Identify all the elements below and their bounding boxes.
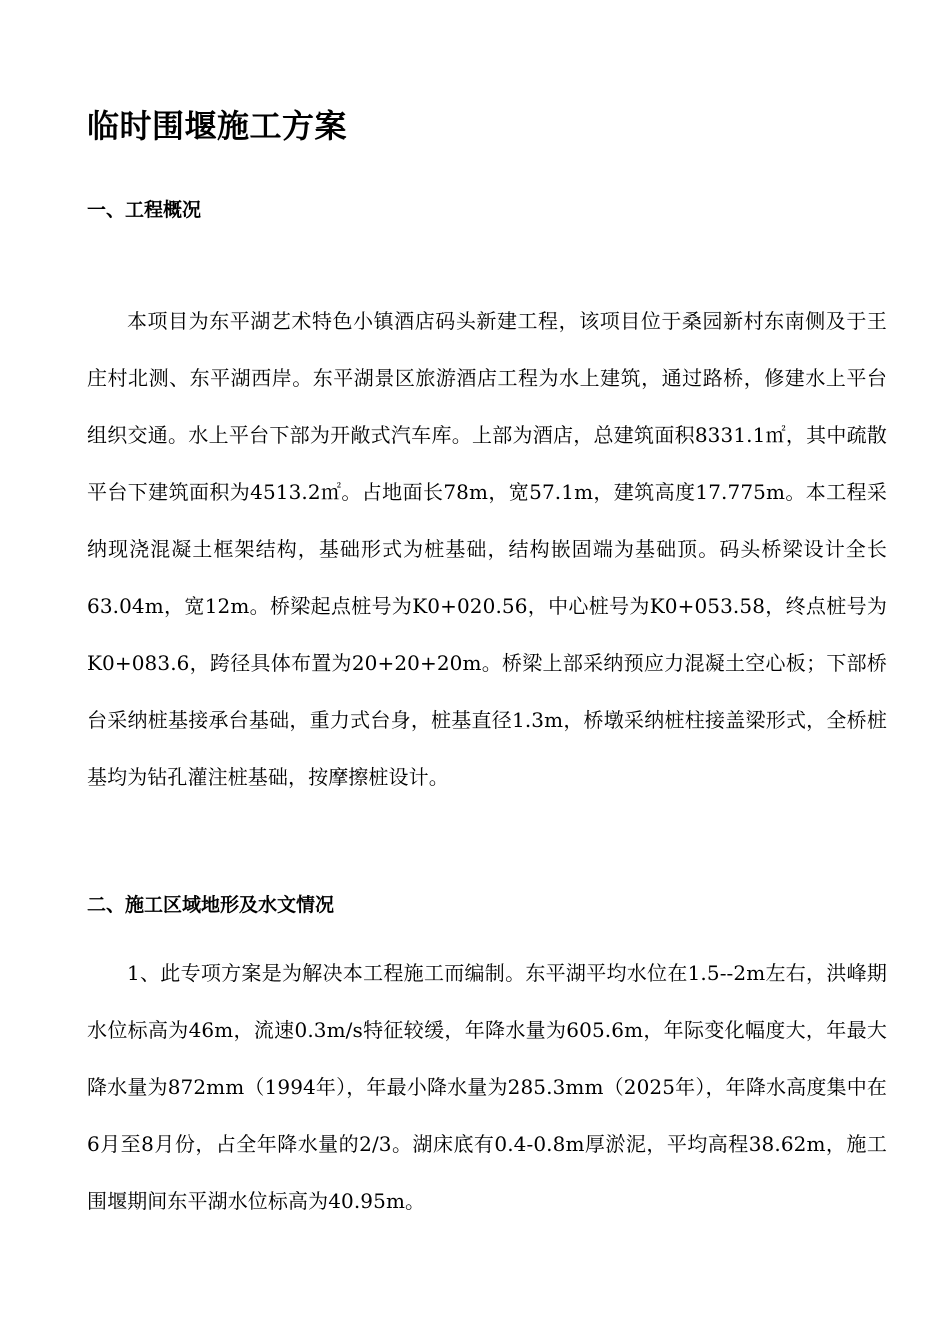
document-title: 临时围堰施工方案: [87, 107, 348, 145]
overview-paragraph: 本项目为东平湖艺术特色小镇酒店码头新建工程，该项目位于桑园新村东南侧及于王庄村北测、东平湖西岸。东平湖景区旅游酒店工程为水上建筑，通过路桥，修建水上平台组织交通。水上平台下部为开敞式汽车库。上部为酒店，总建筑面积8331.1㎡，其中疏散平台下建筑面积为4513.2㎡。占地面长78m，宽57.1m，建筑高度17.775m。本工程采纳现浇混凝土框架结构，基础形式为桩基础，结构嵌固端为基础顶。码头桥梁设计全长63.04m，宽12m。桥梁起点桩号为K0+020.56，中心桩号为K0+053.58，终点桩号为K0+083.6，跨径具体布置为20+20+20m。桥梁上部采纳预应力混凝土空心板；下部桥台采纳桩基接承台基础，重力式台身，桩基直径1.3m，桥墩采纳桩柱接盖梁形式，全桥桩基均为钻孔灌注桩基础，按摩擦桩设计。: [87, 309, 887, 789]
section-heading-overview: 一、工程概况: [87, 199, 202, 221]
section-heading-terrain-hydrology: 二、施工区域地形及水文情况: [87, 894, 335, 916]
terrain-hydrology-paragraph: 1、此专项方案是为解决本工程施工而编制。东平湖平均水位在1.5--2m左右，洪峰期水位标高为46m，流速0.3m/s特征较缓，年降水量为605.6m，年际变化幅度大，年最大降水量为872mm（1994年），年最小降水量为285.3mm（2025年），年降水高度集中在6月至8月份，占全年降水量的2/3。湖床底有0.4-0.8m厚淤泥，平均高程38.62m，施工围堰期间东平湖水位标高为40.95m。: [87, 961, 887, 1213]
